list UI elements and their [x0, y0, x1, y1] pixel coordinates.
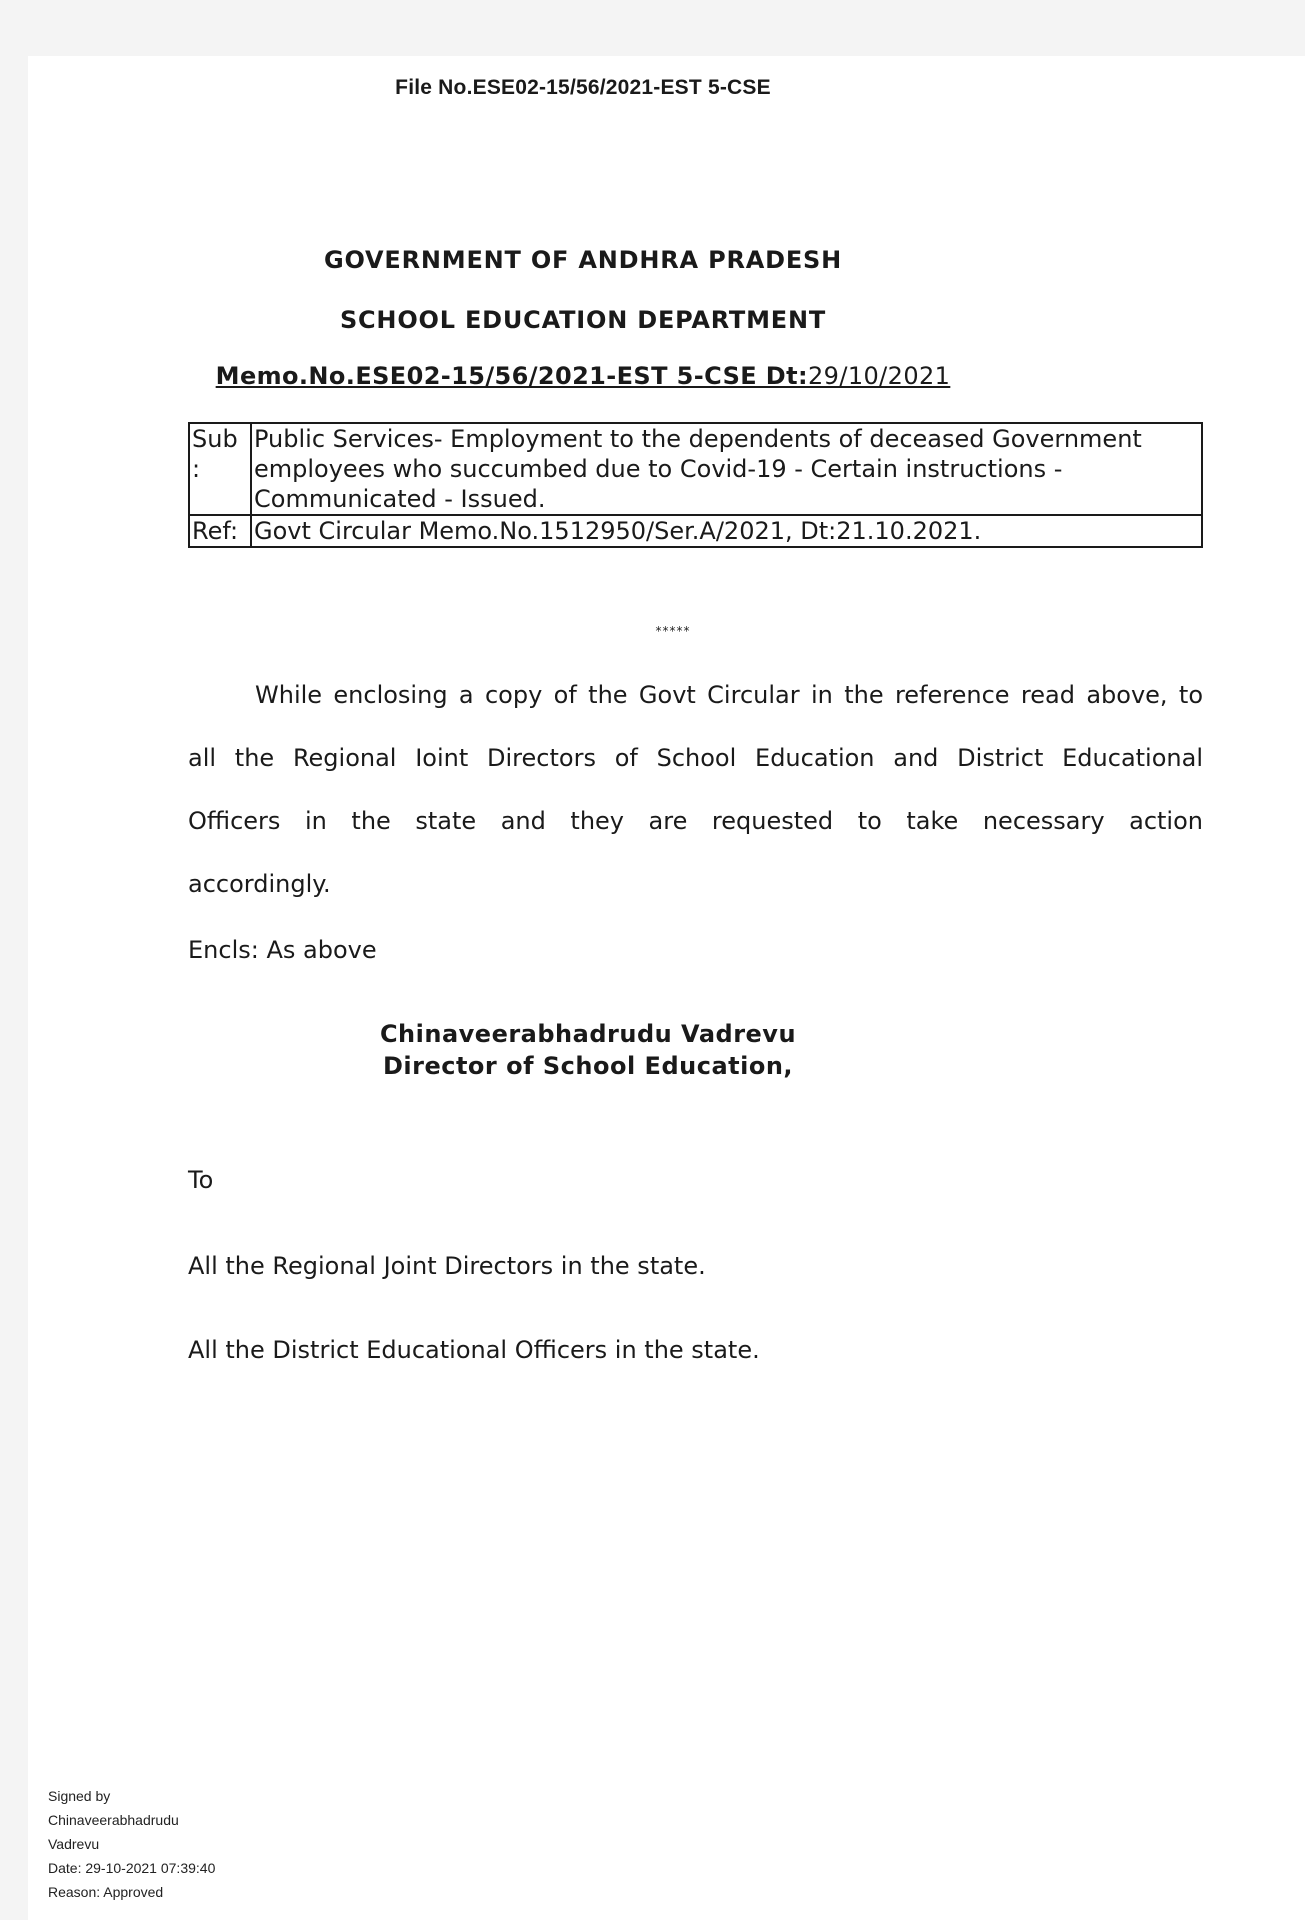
to-label: To [188, 1166, 214, 1194]
recipient-line: All the District Educational Officers in the state. [188, 1336, 760, 1364]
reference-row [189, 515, 1202, 547]
signatory-name: Chinaveerabhadrudu Vadrevu [379, 1020, 797, 1048]
department-heading: SCHOOL EDUCATION DEPARTMENT [339, 306, 827, 334]
separator: ***** [655, 624, 691, 638]
body-paragraph: While enclosing a copy of the Govt Circular in the reference read above, to all the Regional Ioint Directors of School Education and District Educational Officers in the state and they are requested to take necessary action accordingly. [188, 681, 1203, 898]
memo-page [28, 56, 1305, 1920]
memo-number-line [28, 362, 1138, 390]
esign-date: Date: 29-10-2021 07:39:40 [48, 1860, 216, 1876]
enclosures: Encls: As above [188, 936, 377, 964]
digital-signature-block [48, 1784, 215, 1904]
subject-text: Public Services- Employment to the dependents of deceased Government employees who succumbed due to Covid-19 - Certain instructions - Communicated - Issued. [251, 423, 1202, 515]
subject-row [189, 423, 1202, 515]
memo-number: Memo.No.ESE02-15/56/2021-EST 5-CSE Dt: [215, 362, 808, 390]
esign-reason: Reason: Approved [48, 1884, 164, 1900]
signatory-title: Director of School Education, [382, 1052, 794, 1080]
esign-line: Vadrevu [48, 1836, 100, 1852]
recipient-line: All the Regional Joint Directors in the state. [188, 1252, 706, 1280]
esign-line: Chinaveerabhadrudu [48, 1812, 179, 1828]
reference-label: Ref: [189, 515, 251, 547]
reference-text: Govt Circular Memo.No.1512950/Ser.A/2021, Dt:21.10.2021. [251, 515, 1202, 547]
file-number: File No.ESE02-15/56/2021-EST 5-CSE [395, 76, 771, 99]
subject-label: Sub : [189, 423, 251, 515]
government-heading: GOVERNMENT OF ANDHRA PRADESH [323, 246, 843, 274]
subject-reference-table [188, 422, 1203, 548]
esign-line: Signed by [48, 1788, 111, 1804]
memo-date: 29/10/2021 [808, 362, 951, 390]
